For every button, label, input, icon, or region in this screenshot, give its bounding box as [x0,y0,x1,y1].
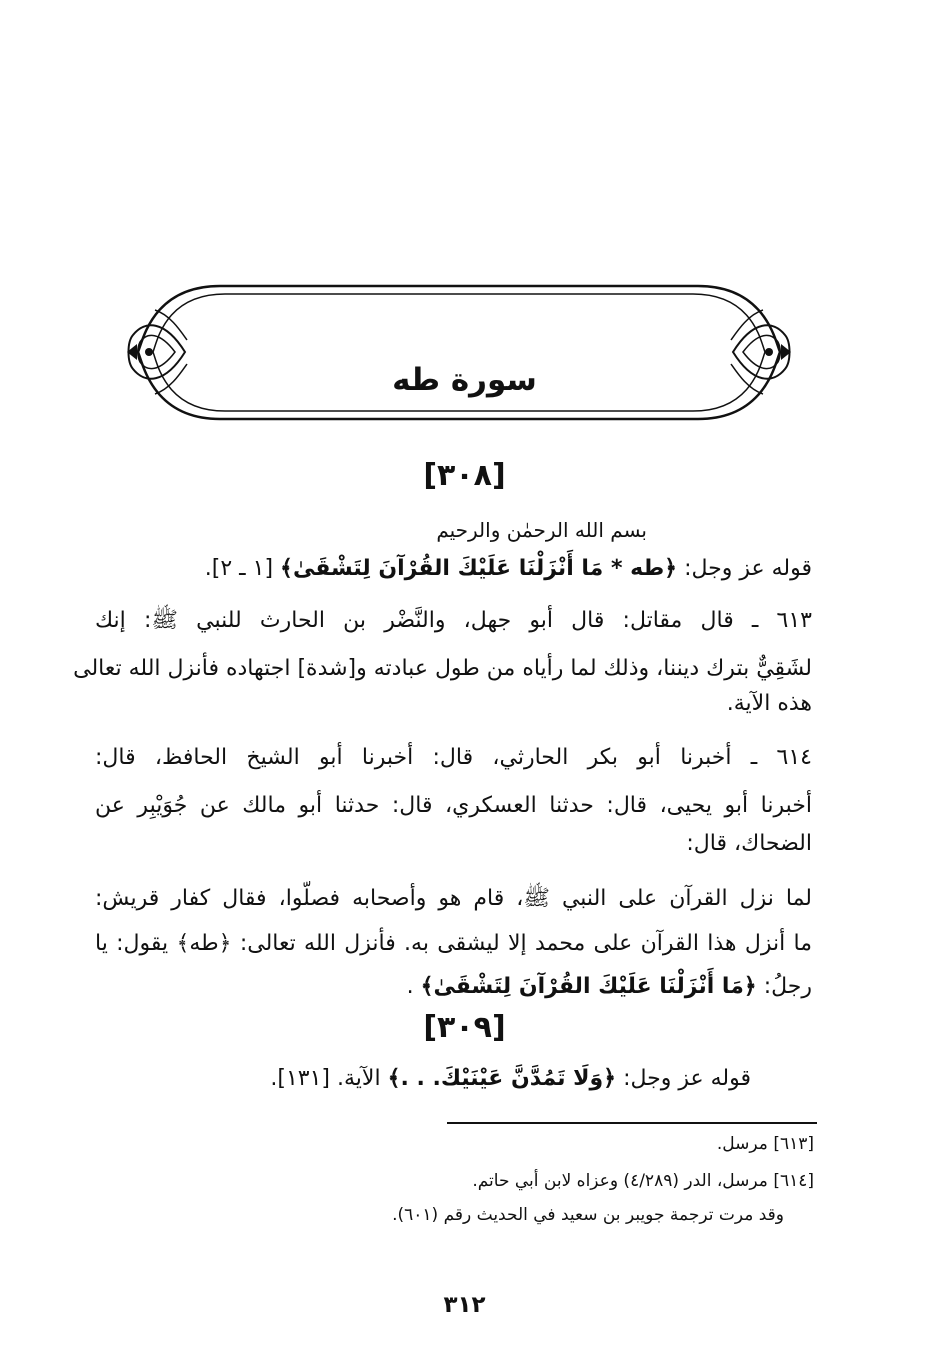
verse-line-309 [270,1064,751,1094]
quran-verse: ﴿طه * مَا أَنْزَلْنَا عَلَيْكَ القُرْآنَ لِتَشْقَىٰ﴾ [280,556,678,581]
footnote: وقد مرت ترجمة جويبر بن سعيد في الحديث رقم (٦٠١). [392,1205,784,1225]
paragraph-614b-line: لما نزل القرآن على النبي ﷺ، قام هو وأصحابه فصلّوا، فقال كفار قريش: [95,886,812,911]
paragraph-614b-line: ما أنزل هذا القرآن على محمد إلا ليشقى به. فأنزل الله تعالى: ﴿طه﴾ يقول: يا [95,931,812,956]
paragraph-614b-line [407,972,812,1002]
footnote: [٦١٣] مرسل. [716,1134,814,1154]
paragraph-613-line: هذه الآية. [726,691,812,716]
section-number-308: [٣٠٨] [423,458,506,493]
verse-line-308 [205,554,812,584]
line-end: . [406,974,414,999]
paragraph-614-line: أخبرنا أبو يحيى، قال: حدثنا العسكري، قال: حدثنا أبو مالك عن جُوَيْبِر عن [95,793,812,818]
basmala: بسم الله الرحمٰن والرحيم [436,518,647,542]
surah-title: سورة طه [392,362,537,398]
verse-intro: قوله عز وجل: [684,556,812,581]
quran-verse: ﴿وَلَا تَمُدَّنَّ عَيْنَيْكَ. . .﴾ [387,1066,617,1091]
footnote: [٦١٤] مرسل، الدر (٤/٢٨٩) وعزاه لابن أبي حاتم. [472,1171,814,1191]
paragraph-613-line: لشَقِيٌّ بترك ديننا، وذلك لما رأياه من طول عبادته و[شدة] اجتهاده فأنزل الله تعالى [73,656,812,681]
section-number-309: [٣٠٩] [423,1010,506,1045]
paragraph-614-line: الضحاك، قال: [686,831,812,856]
paragraph-613-line: ٦١٣ ـ قال مقاتل: قال أبو جهل، والنَّضْر بن الحارث للنبي ﷺ: إنك [95,608,812,633]
surah-title-frame [125,280,793,425]
page-number: ٣١٢ [443,1292,486,1318]
verse-intro: قوله عز وجل: [623,1066,751,1091]
ornamental-frame-icon [125,280,793,425]
verse-reference: الآية. [١٣١]. [270,1066,381,1091]
footnote-divider [447,1122,817,1124]
verse-reference: [١ ـ ٢]. [204,556,274,581]
line-start: رجلُ: [763,974,812,999]
paragraph-614-line: ٦١٤ ـ أخبرنا أبو بكر الحارثي، قال: أخبرنا أبو الشيخ الحافظ، قال: [95,745,812,770]
quran-verse: ﴿مَا أَنْزَلْنَا عَلَيْكَ القُرْآنَ لِتَشْقَىٰ﴾ [420,974,757,999]
